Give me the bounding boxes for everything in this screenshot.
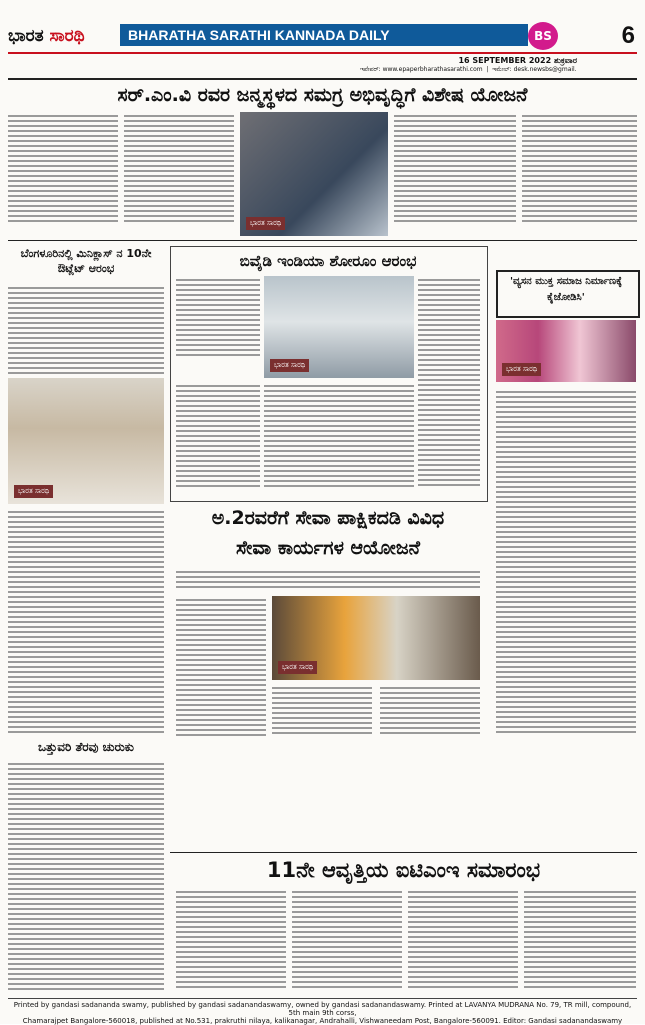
photo-credit-tag: ಭಾರತ ಸಾರಥಿ <box>246 217 285 230</box>
seva-headline-line-1: ಅ.2ರವರೆಗೆ ಸೇವಾ ಪಾಕ್ಷಿಕದಡಿ ವಿವಿಧ <box>211 507 445 529</box>
seva-story-text-1 <box>176 596 266 736</box>
issue-weekday: ಶುಕ್ರವಾರ <box>553 56 577 65</box>
top-story-column-1 <box>8 112 118 224</box>
top-story-photo <box>240 112 388 236</box>
email-address[interactable]: ಇಮೇಲ್: desk.newsbs@gmail. <box>492 66 577 73</box>
seva-story-text-2 <box>272 684 372 736</box>
masthead-banner: BHARATHA SARATHI KANNADA DAILY <box>120 24 528 46</box>
left-story-a-text <box>8 284 164 374</box>
issue-date: 16 SEPTEMBER 2022 <box>458 56 552 65</box>
logo-accent: ಸಾರಥಿ <box>49 26 85 46</box>
contact-line: ಇಪೇಪರ್: www.epaperbharathasarathi.com | ಇಮೇಲ್: desk.newsbs@gmail. <box>360 66 577 73</box>
center-story-photo <box>264 276 414 378</box>
seva-story-text-3 <box>380 684 480 736</box>
photo-credit-tag: ಭಾರತ ಸಾರಥಿ <box>270 359 309 372</box>
center-story-text-2 <box>418 276 480 490</box>
left-story-b-headline: ಒತ್ತುವರಿ ತೆರವು ಚುರುಕು <box>37 740 135 754</box>
photo-credit-tag: ಭಾರತ ಸಾರಥಿ <box>14 485 53 498</box>
bottom-rule <box>170 852 637 853</box>
top-rule <box>8 78 637 80</box>
imprint-footer <box>8 998 637 1025</box>
page-number: 6 <box>621 22 635 49</box>
center-story-text-4 <box>264 382 414 490</box>
bottom-story-text-1 <box>176 888 286 992</box>
bottom-story-text-4 <box>524 888 636 992</box>
seva-story-photo <box>272 596 480 680</box>
bottom-story-text-3 <box>408 888 518 992</box>
newspaper-logo <box>8 26 85 46</box>
left-story-a-photo <box>8 378 164 504</box>
seva-story-intro <box>176 568 480 590</box>
top-story-column-3 <box>394 112 516 224</box>
bottom-headline: 11ನೇ ಆವೃತ್ತಿಯ ಐಟಿಎಂಇ ಸಮಾರಂಭ <box>266 858 541 882</box>
epaper-url[interactable]: ಇಪೇಪರ್: www.epaperbharathasarathi.com <box>360 66 483 73</box>
imprint-line-1: Printed by gandasi sadananda swamy, published by gandasi sadanandaswamy, owned by gandasi sadanandaswamy. Printed at LAVANYA MUDRANA No. 79, TR mill, compound, 5th main 9th corss, <box>13 1001 632 1017</box>
masthead <box>8 22 637 52</box>
left-story-a-text-2 <box>8 508 164 736</box>
right-story-photo <box>496 320 636 382</box>
logo-prefix: ಭಾರತ <box>8 26 50 46</box>
seva-headline-line-2: ಸೇವಾ ಕಾರ್ಯಗಳ ಆಯೋಜನೆ <box>236 537 420 559</box>
center-story-headline: ಬಿವೈಡಿ ಇಂಡಿಯಾ ಶೋರೂಂ ಆರಂಭ <box>239 252 417 270</box>
photo-credit-tag: ಭಾರತ ಸಾರಥಿ <box>278 661 317 674</box>
bottom-story-text-2 <box>292 888 402 992</box>
center-story-text-3 <box>176 382 260 490</box>
center-story-text-1 <box>176 276 260 356</box>
section-rule-1 <box>8 240 637 241</box>
photo-credit-tag: ಭಾರತ ಸಾರಥಿ <box>502 363 541 376</box>
right-story-text <box>496 388 636 736</box>
imprint-line-2: Chamarajpet Bangalore-560018, published at No.531, prakruthi nilaya, kalikanagar, Andrahalli, Vishwaneedam Post, Bangalore-560091. Editor: Gandasi sadanandaswamy <box>22 1017 623 1025</box>
top-story-column-2 <box>124 112 234 224</box>
left-story-b-text <box>8 760 164 992</box>
left-story-a-headline: ಬೆಂಗಳೂರಿನಲ್ಲಿ ಮಿನಿಕ್ಲಾಸ್ ನ 10ನೇ ಔಟ್ಲೆಟ್ ಆರಂಭ <box>20 247 152 275</box>
top-headline: ಸರ್.ಎಂ.ವಿ ರವರ ಜನ್ಮಸ್ಥಳದ ಸಮಗ್ರ ಅಭಿವೃದ್ಧಿಗೆ ವಿಶೇಷ ಯೋಜನೆ <box>117 84 528 106</box>
right-story-headline: 'ವ್ಯಸನ ಮುಕ್ತ ಸಮಾಜ ನಿರ್ಮಾಣಕ್ಕೆ ಕೈಜೋಡಿಸಿ' <box>509 276 622 303</box>
top-story-column-4 <box>522 112 637 224</box>
bs-logo-icon: BS <box>528 22 558 50</box>
